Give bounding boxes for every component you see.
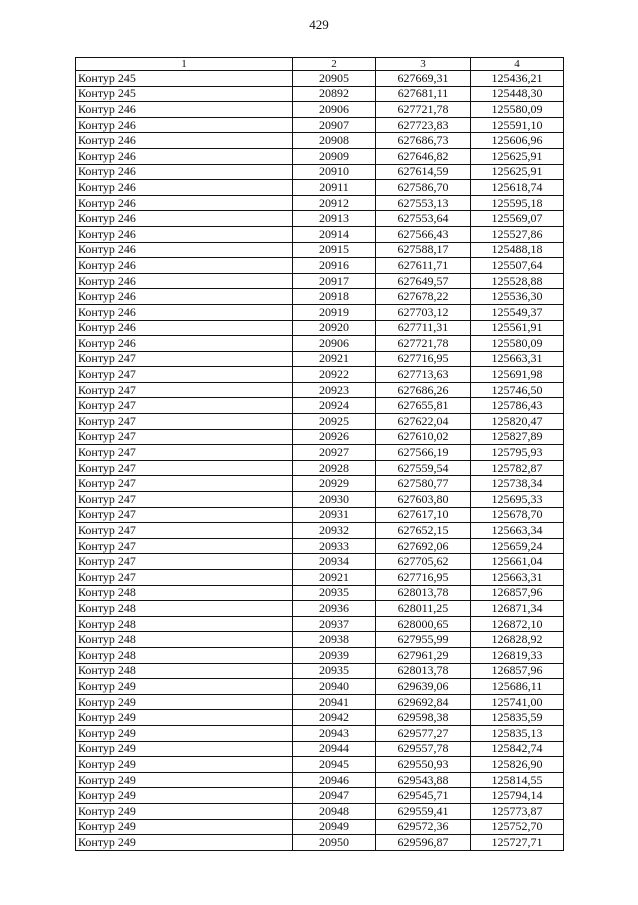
table-row (76, 258, 564, 274)
y-coordinate-cell: 125580,09 (471, 102, 564, 118)
x-coordinate-cell: 629596,87 (376, 835, 471, 851)
contour-name-cell: Контур 246 (76, 273, 293, 289)
table-row (76, 367, 564, 383)
table-row (76, 616, 564, 632)
x-coordinate-cell: 627961,29 (376, 647, 471, 663)
column-header-2: 2 (293, 58, 376, 71)
x-coordinate-cell: 629639,06 (376, 679, 471, 695)
point-number-cell: 20914 (293, 226, 376, 242)
x-coordinate-cell: 627566,19 (376, 445, 471, 461)
y-coordinate-cell: 125625,91 (471, 164, 564, 180)
y-coordinate-cell: 126857,96 (471, 585, 564, 601)
x-coordinate-cell: 629598,38 (376, 710, 471, 726)
point-number-cell: 20919 (293, 304, 376, 320)
point-number-cell: 20939 (293, 647, 376, 663)
x-coordinate-cell: 627692,06 (376, 538, 471, 554)
table-row (76, 289, 564, 305)
x-coordinate-cell: 627723,83 (376, 117, 471, 133)
column-header-3: 3 (376, 58, 471, 71)
y-coordinate-cell: 126872,10 (471, 616, 564, 632)
y-coordinate-cell: 125618,74 (471, 180, 564, 196)
table-row (76, 570, 564, 586)
x-coordinate-cell: 627649,57 (376, 273, 471, 289)
x-coordinate-cell: 627617,10 (376, 507, 471, 523)
y-coordinate-cell: 125663,31 (471, 570, 564, 586)
table-row (76, 835, 564, 851)
x-coordinate-cell: 627559,54 (376, 460, 471, 476)
x-coordinate-cell: 627588,17 (376, 242, 471, 258)
contour-name-cell: Контур 247 (76, 554, 293, 570)
y-coordinate-cell: 125659,24 (471, 538, 564, 554)
contour-name-cell: Контур 249 (76, 710, 293, 726)
y-coordinate-cell: 125835,59 (471, 710, 564, 726)
y-coordinate-cell: 125661,04 (471, 554, 564, 570)
y-coordinate-cell: 125738,34 (471, 476, 564, 492)
point-number-cell: 20938 (293, 632, 376, 648)
x-coordinate-cell: 629543,88 (376, 772, 471, 788)
table-row (76, 476, 564, 492)
contour-name-cell: Контур 248 (76, 647, 293, 663)
table-row (76, 757, 564, 773)
y-coordinate-cell: 125746,50 (471, 382, 564, 398)
point-number-cell: 20944 (293, 741, 376, 757)
point-number-cell: 20937 (293, 616, 376, 632)
point-number-cell: 20916 (293, 258, 376, 274)
x-coordinate-cell: 629577,27 (376, 725, 471, 741)
table-row (76, 102, 564, 118)
point-number-cell: 20933 (293, 538, 376, 554)
y-coordinate-cell: 125695,33 (471, 492, 564, 508)
x-coordinate-cell: 627681,11 (376, 86, 471, 102)
y-coordinate-cell: 125528,88 (471, 273, 564, 289)
x-coordinate-cell: 628011,25 (376, 601, 471, 617)
contour-name-cell: Контур 247 (76, 476, 293, 492)
table-row (76, 398, 564, 414)
y-coordinate-cell: 125663,34 (471, 523, 564, 539)
x-coordinate-cell: 627603,80 (376, 492, 471, 508)
y-coordinate-cell: 125820,47 (471, 414, 564, 430)
y-coordinate-cell: 125795,93 (471, 445, 564, 461)
y-coordinate-cell: 125591,10 (471, 117, 564, 133)
page-number: 429 (309, 17, 329, 32)
x-coordinate-cell: 627566,43 (376, 226, 471, 242)
y-coordinate-cell: 125678,70 (471, 507, 564, 523)
point-number-cell: 20943 (293, 725, 376, 741)
x-coordinate-cell: 627721,78 (376, 102, 471, 118)
x-coordinate-cell: 629550,93 (376, 757, 471, 773)
y-coordinate-cell: 125595,18 (471, 195, 564, 211)
x-coordinate-cell: 627669,31 (376, 71, 471, 87)
table-row (76, 788, 564, 804)
table-row (76, 523, 564, 539)
y-coordinate-cell: 125536,30 (471, 289, 564, 305)
point-number-cell: 20935 (293, 663, 376, 679)
y-coordinate-cell: 125580,09 (471, 336, 564, 352)
x-coordinate-cell: 627586,70 (376, 180, 471, 196)
table-row (76, 164, 564, 180)
contour-name-cell: Контур 248 (76, 663, 293, 679)
point-number-cell: 20929 (293, 476, 376, 492)
x-coordinate-cell: 627553,13 (376, 195, 471, 211)
y-coordinate-cell: 125752,70 (471, 819, 564, 835)
x-coordinate-cell: 629692,84 (376, 694, 471, 710)
table-row (76, 71, 564, 87)
point-number-cell: 20948 (293, 803, 376, 819)
x-coordinate-cell: 628013,78 (376, 663, 471, 679)
contour-name-cell: Контур 247 (76, 538, 293, 554)
contour-name-cell: Контур 249 (76, 835, 293, 851)
y-coordinate-cell: 125625,91 (471, 148, 564, 164)
contour-name-cell: Контур 246 (76, 164, 293, 180)
point-number-cell: 20906 (293, 102, 376, 118)
point-number-cell: 20947 (293, 788, 376, 804)
table-row (76, 180, 564, 196)
y-coordinate-cell: 125814,55 (471, 772, 564, 788)
column-header-4: 4 (471, 58, 564, 71)
point-number-cell: 20918 (293, 289, 376, 305)
table-row (76, 585, 564, 601)
table-row (76, 320, 564, 336)
table-row (76, 554, 564, 570)
contour-name-cell: Контур 247 (76, 367, 293, 383)
point-number-cell: 20905 (293, 71, 376, 87)
point-number-cell: 20942 (293, 710, 376, 726)
table-row (76, 819, 564, 835)
table-row (76, 226, 564, 242)
contour-name-cell: Контур 246 (76, 195, 293, 211)
point-number-cell: 20949 (293, 819, 376, 835)
y-coordinate-cell: 125606,96 (471, 133, 564, 149)
y-coordinate-cell: 125782,87 (471, 460, 564, 476)
point-number-cell: 20912 (293, 195, 376, 211)
y-coordinate-cell: 125741,00 (471, 694, 564, 710)
contour-name-cell: Контур 248 (76, 601, 293, 617)
point-number-cell: 20915 (293, 242, 376, 258)
contour-name-cell: Контур 246 (76, 102, 293, 118)
point-number-cell: 20906 (293, 336, 376, 352)
x-coordinate-cell: 627678,22 (376, 289, 471, 305)
x-coordinate-cell: 627716,95 (376, 570, 471, 586)
y-coordinate-cell: 125826,90 (471, 757, 564, 773)
x-coordinate-cell: 628013,78 (376, 585, 471, 601)
contour-name-cell: Контур 249 (76, 725, 293, 741)
table-row (76, 414, 564, 430)
point-number-cell: 20940 (293, 679, 376, 695)
table-row (76, 725, 564, 741)
point-number-cell: 20911 (293, 180, 376, 196)
point-number-cell: 20931 (293, 507, 376, 523)
table-row (76, 429, 564, 445)
x-coordinate-cell: 627610,02 (376, 429, 471, 445)
table-row (76, 492, 564, 508)
contour-name-cell: Контур 249 (76, 772, 293, 788)
x-coordinate-cell: 629559,41 (376, 803, 471, 819)
contour-name-cell: Контур 247 (76, 570, 293, 586)
y-coordinate-cell: 125786,43 (471, 398, 564, 414)
table-row (76, 460, 564, 476)
point-number-cell: 20922 (293, 367, 376, 383)
y-coordinate-cell: 126871,34 (471, 601, 564, 617)
coordinates-table (75, 57, 564, 851)
x-coordinate-cell: 629557,78 (376, 741, 471, 757)
point-number-cell: 20936 (293, 601, 376, 617)
y-coordinate-cell: 126857,96 (471, 663, 564, 679)
contour-name-cell: Контур 246 (76, 320, 293, 336)
contour-name-cell: Контур 246 (76, 117, 293, 133)
y-coordinate-cell: 125794,14 (471, 788, 564, 804)
y-coordinate-cell: 126828,92 (471, 632, 564, 648)
point-number-cell: 20935 (293, 585, 376, 601)
contour-name-cell: Контур 249 (76, 679, 293, 695)
point-number-cell: 20941 (293, 694, 376, 710)
point-number-cell: 20950 (293, 835, 376, 851)
contour-name-cell: Контур 246 (76, 258, 293, 274)
contour-name-cell: Контур 247 (76, 460, 293, 476)
contour-name-cell: Контур 246 (76, 148, 293, 164)
contour-name-cell: Контур 246 (76, 336, 293, 352)
point-number-cell: 20946 (293, 772, 376, 788)
x-coordinate-cell: 627646,82 (376, 148, 471, 164)
table-header-row (76, 58, 564, 71)
point-number-cell: 20930 (293, 492, 376, 508)
x-coordinate-cell: 627713,63 (376, 367, 471, 383)
table-row (76, 772, 564, 788)
point-number-cell: 20934 (293, 554, 376, 570)
y-coordinate-cell: 125727,71 (471, 835, 564, 851)
contour-name-cell: Контур 247 (76, 492, 293, 508)
y-coordinate-cell: 125448,30 (471, 86, 564, 102)
x-coordinate-cell: 627955,99 (376, 632, 471, 648)
y-coordinate-cell: 125773,87 (471, 803, 564, 819)
contour-name-cell: Контур 247 (76, 523, 293, 539)
contour-name-cell: Контур 249 (76, 803, 293, 819)
point-number-cell: 20920 (293, 320, 376, 336)
table-row (76, 382, 564, 398)
table-row (76, 273, 564, 289)
x-coordinate-cell: 629545,71 (376, 788, 471, 804)
point-number-cell: 20925 (293, 414, 376, 430)
x-coordinate-cell: 627580,77 (376, 476, 471, 492)
table-row (76, 133, 564, 149)
contour-name-cell: Контур 246 (76, 211, 293, 227)
table-row (76, 538, 564, 554)
x-coordinate-cell: 628000,65 (376, 616, 471, 632)
x-coordinate-cell: 627611,71 (376, 258, 471, 274)
table-row (76, 351, 564, 367)
y-coordinate-cell: 125663,31 (471, 351, 564, 367)
y-coordinate-cell: 125507,64 (471, 258, 564, 274)
y-coordinate-cell: 125686,11 (471, 679, 564, 695)
contour-name-cell: Контур 246 (76, 289, 293, 305)
table-row (76, 647, 564, 663)
contour-name-cell: Контур 249 (76, 694, 293, 710)
contour-name-cell: Контур 245 (76, 86, 293, 102)
table-row (76, 445, 564, 461)
x-coordinate-cell: 627652,15 (376, 523, 471, 539)
contour-name-cell: Контур 247 (76, 382, 293, 398)
point-number-cell: 20924 (293, 398, 376, 414)
contour-name-cell: Контур 249 (76, 757, 293, 773)
x-coordinate-cell: 627655,81 (376, 398, 471, 414)
table-row (76, 632, 564, 648)
point-number-cell: 20907 (293, 117, 376, 133)
y-coordinate-cell: 125835,13 (471, 725, 564, 741)
contour-name-cell: Контур 246 (76, 133, 293, 149)
table-row (76, 694, 564, 710)
y-coordinate-cell: 125488,18 (471, 242, 564, 258)
table-row (76, 601, 564, 617)
table-row (76, 741, 564, 757)
y-coordinate-cell: 125691,98 (471, 367, 564, 383)
y-coordinate-cell: 125436,21 (471, 71, 564, 87)
table-row (76, 710, 564, 726)
point-number-cell: 20908 (293, 133, 376, 149)
y-coordinate-cell: 125527,86 (471, 226, 564, 242)
table-row (76, 211, 564, 227)
table-row (76, 86, 564, 102)
x-coordinate-cell: 627686,73 (376, 133, 471, 149)
point-number-cell: 20917 (293, 273, 376, 289)
point-number-cell: 20910 (293, 164, 376, 180)
point-number-cell: 20892 (293, 86, 376, 102)
contour-name-cell: Контур 249 (76, 741, 293, 757)
contour-name-cell: Контур 247 (76, 398, 293, 414)
table-body (76, 71, 564, 851)
table-row (76, 304, 564, 320)
table-row (76, 803, 564, 819)
contour-name-cell: Контур 247 (76, 445, 293, 461)
contour-name-cell: Контур 249 (76, 788, 293, 804)
contour-name-cell: Контур 245 (76, 71, 293, 87)
x-coordinate-cell: 629572,36 (376, 819, 471, 835)
y-coordinate-cell: 125842,74 (471, 741, 564, 757)
x-coordinate-cell: 627686,26 (376, 382, 471, 398)
point-number-cell: 20932 (293, 523, 376, 539)
x-coordinate-cell: 627553,64 (376, 211, 471, 227)
contour-name-cell: Контур 246 (76, 242, 293, 258)
contour-name-cell: Контур 247 (76, 507, 293, 523)
table-row (76, 507, 564, 523)
x-coordinate-cell: 627721,78 (376, 336, 471, 352)
contour-name-cell: Контур 246 (76, 180, 293, 196)
contour-name-cell: Контур 249 (76, 819, 293, 835)
contour-name-cell: Контур 247 (76, 429, 293, 445)
y-coordinate-cell: 125569,07 (471, 211, 564, 227)
point-number-cell: 20928 (293, 460, 376, 476)
table-row (76, 195, 564, 211)
contour-name-cell: Контур 246 (76, 304, 293, 320)
contour-name-cell: Контур 247 (76, 414, 293, 430)
point-number-cell: 20921 (293, 570, 376, 586)
y-coordinate-cell: 125827,89 (471, 429, 564, 445)
point-number-cell: 20945 (293, 757, 376, 773)
point-number-cell: 20921 (293, 351, 376, 367)
y-coordinate-cell: 126819,33 (471, 647, 564, 663)
point-number-cell: 20926 (293, 429, 376, 445)
x-coordinate-cell: 627614,59 (376, 164, 471, 180)
table-row (76, 663, 564, 679)
x-coordinate-cell: 627705,62 (376, 554, 471, 570)
contour-name-cell: Контур 246 (76, 226, 293, 242)
contour-name-cell: Контур 247 (76, 351, 293, 367)
table-row (76, 148, 564, 164)
table-row (76, 679, 564, 695)
column-header-1: 1 (76, 58, 293, 71)
x-coordinate-cell: 627622,04 (376, 414, 471, 430)
point-number-cell: 20923 (293, 382, 376, 398)
x-coordinate-cell: 627716,95 (376, 351, 471, 367)
point-number-cell: 20909 (293, 148, 376, 164)
point-number-cell: 20913 (293, 211, 376, 227)
y-coordinate-cell: 125549,37 (471, 304, 564, 320)
table-row (76, 336, 564, 352)
contour-name-cell: Контур 248 (76, 585, 293, 601)
x-coordinate-cell: 627711,31 (376, 320, 471, 336)
x-coordinate-cell: 627703,12 (376, 304, 471, 320)
contour-name-cell: Контур 248 (76, 632, 293, 648)
point-number-cell: 20927 (293, 445, 376, 461)
table-row (76, 117, 564, 133)
table-row (76, 242, 564, 258)
y-coordinate-cell: 125561,91 (471, 320, 564, 336)
contour-name-cell: Контур 248 (76, 616, 293, 632)
